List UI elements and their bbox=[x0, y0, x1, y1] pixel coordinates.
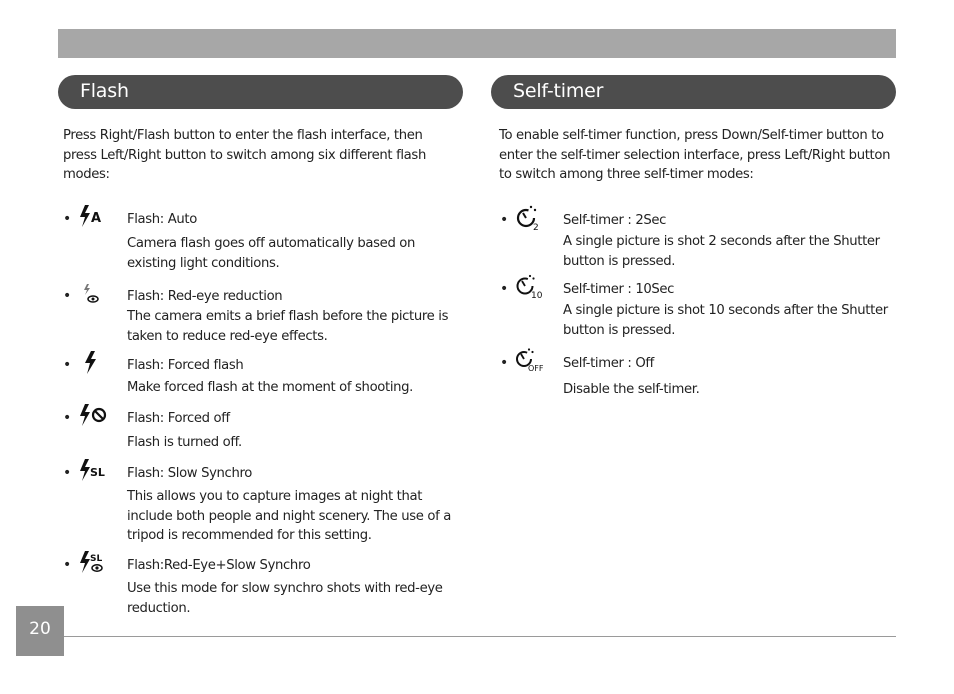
self-timer-off-description: Disable the self-timer. bbox=[563, 382, 700, 397]
slow-synchro-title: Flash: Slow Synchro bbox=[127, 466, 252, 481]
flash-auto-icon bbox=[77, 202, 109, 230]
self-timer-2sec-icon bbox=[514, 203, 546, 231]
bullet: • bbox=[500, 212, 509, 228]
flash-intro-text: Press Right/Flash button to enter the flash interface, then press Left/Right button to switch among six different flash modes: bbox=[63, 128, 426, 182]
bullet: • bbox=[63, 288, 72, 304]
self-timer-10sec-icon-label: 10 bbox=[531, 291, 543, 300]
footer-divider bbox=[63, 636, 896, 637]
slow-synchro-icon bbox=[77, 456, 109, 484]
red-eye-reduction-icon bbox=[77, 279, 109, 307]
red-eye-slow-synchro-title: Flash:Red-Eye+Slow Synchro bbox=[127, 558, 311, 573]
svg-text:A: A bbox=[91, 211, 102, 226]
self-timer-off-icon bbox=[514, 346, 546, 374]
flash-section-header bbox=[58, 75, 463, 109]
red-eye-slow-synchro-description: Use this mode for slow synchro shots with red-eye reduction. bbox=[127, 581, 443, 616]
selftimer-intro-text: To enable self-timer function, press Down/Self-timer button to enter the self-timer selection interface, press Left/Right button to switch among three self-timer modes: bbox=[499, 128, 891, 182]
self-timer-off-title: Self-timer : Off bbox=[563, 356, 654, 371]
flash-off-description: Flash is turned off. bbox=[127, 435, 242, 450]
selftimer-section-header bbox=[491, 75, 896, 109]
top-banner-bar bbox=[58, 29, 896, 58]
flash-off-title: Flash: Forced off bbox=[127, 411, 230, 426]
flash-auto-title: Flash: Auto bbox=[127, 212, 197, 227]
bullet: • bbox=[63, 357, 72, 373]
self-timer-2sec-title: Self-timer : 2Sec bbox=[563, 213, 667, 228]
bullet: • bbox=[500, 281, 509, 297]
svg-text:SL: SL bbox=[90, 466, 105, 479]
self-timer-2sec-icon-label: 2 bbox=[533, 223, 539, 231]
self-timer-off-icon-label: OFF bbox=[528, 364, 544, 373]
forced-flash-description: Make forced flash at the moment of shooting. bbox=[127, 380, 414, 395]
bullet: • bbox=[63, 557, 72, 573]
bullet: • bbox=[500, 355, 509, 371]
bullet: • bbox=[63, 410, 72, 426]
self-timer-10sec-description: A single picture is shot 10 seconds after the Shutter button is pressed. bbox=[563, 303, 888, 338]
forced-flash-icon bbox=[77, 348, 109, 376]
selftimer-section-title: Self-timer bbox=[513, 80, 604, 102]
bullet: • bbox=[63, 211, 72, 227]
page-number: 20 bbox=[16, 606, 64, 656]
bullet: • bbox=[63, 465, 72, 481]
flash-off-icon bbox=[77, 401, 109, 429]
red-eye-slow-synchro-icon bbox=[77, 548, 109, 576]
red-eye-description: The camera emits a brief flash before the picture is taken to reduce red-eye effects. bbox=[127, 309, 449, 344]
self-timer-10sec-title: Self-timer : 10Sec bbox=[563, 282, 675, 297]
self-timer-10sec-icon bbox=[514, 272, 546, 300]
flash-auto-description: Camera flash goes off automatically based on existing light conditions. bbox=[127, 236, 416, 271]
svg-text:SL: SL bbox=[90, 554, 103, 564]
forced-flash-title: Flash: Forced flash bbox=[127, 358, 244, 373]
flash-section-title: Flash bbox=[80, 80, 129, 102]
red-eye-title: Flash: Red-eye reduction bbox=[127, 289, 283, 304]
self-timer-2sec-description: A single picture is shot 2 seconds after the Shutter button is pressed. bbox=[563, 234, 880, 269]
slow-synchro-description: This allows you to capture images at night that include both people and night scenery. The use of a tripod is recommended for this setting. bbox=[127, 489, 451, 543]
